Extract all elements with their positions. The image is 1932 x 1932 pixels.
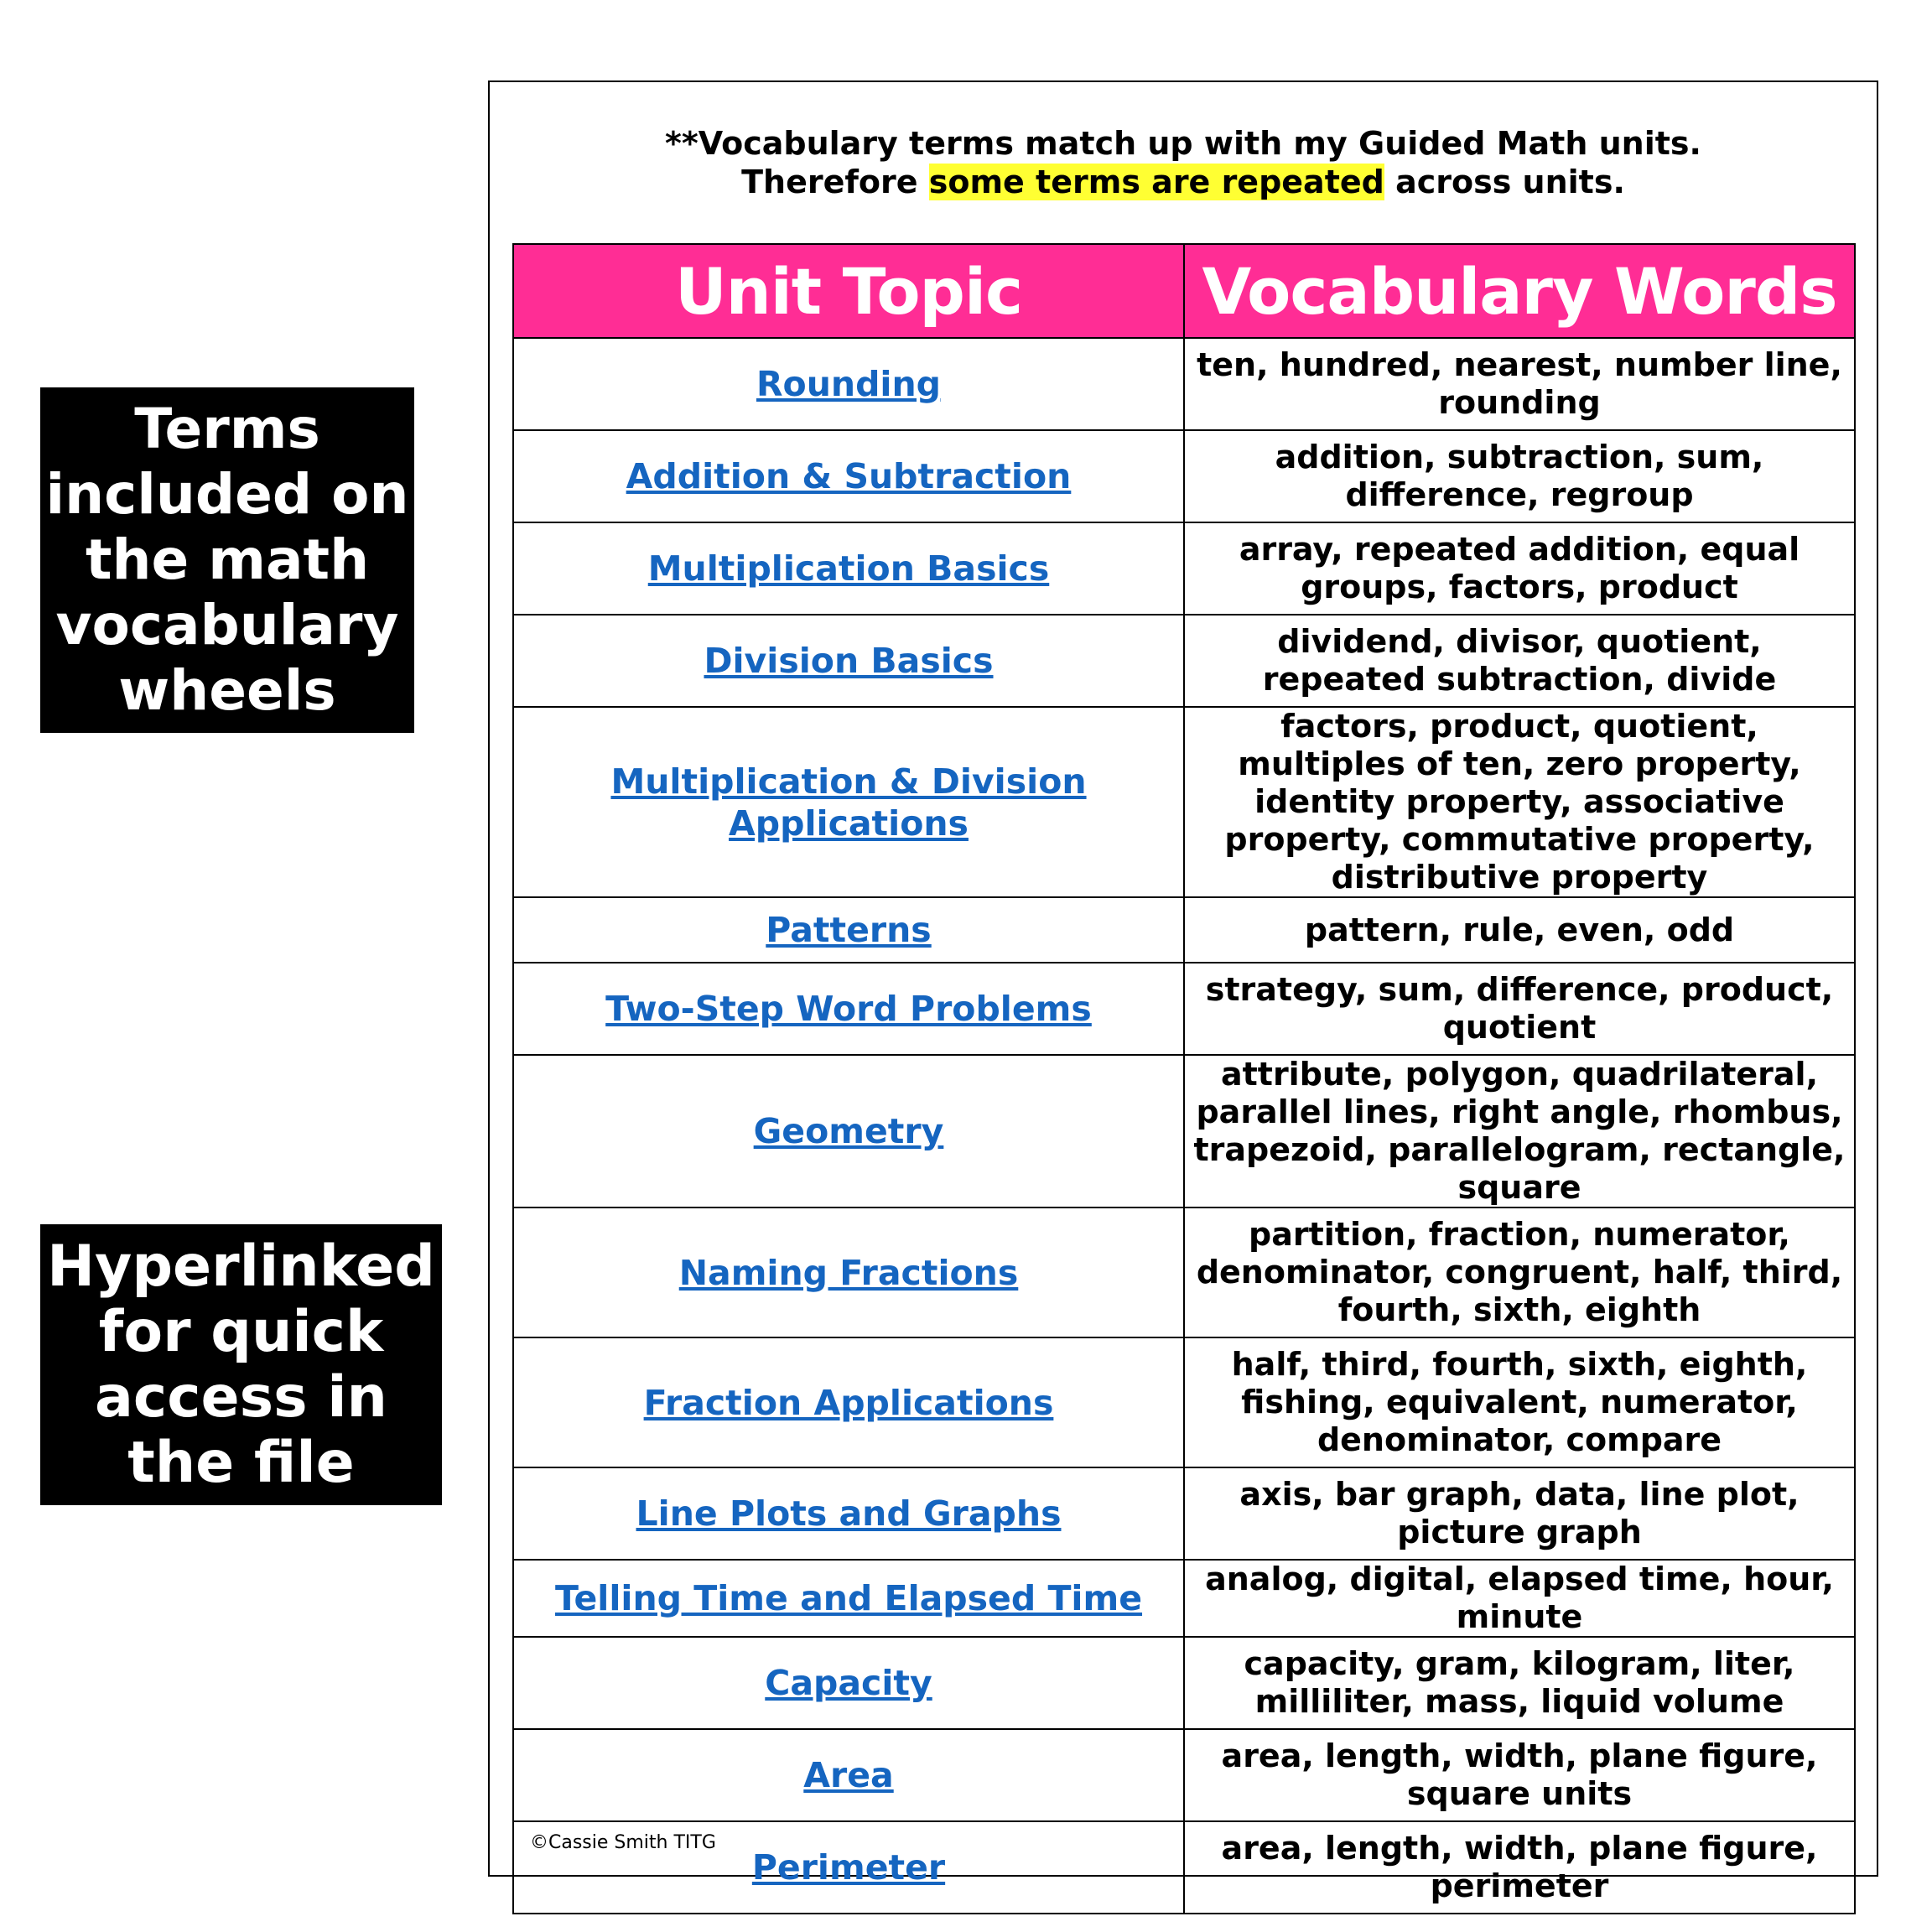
unit-topic-link[interactable]: Rounding (756, 364, 942, 404)
table-row (513, 430, 1855, 522)
unit-topic-link[interactable]: Perimeter (751, 1847, 946, 1888)
unit-topic-link[interactable]: Capacity (765, 1663, 932, 1703)
unit-topic-cell (513, 707, 1184, 897)
table-body (513, 338, 1855, 1914)
note-line-2-after: across units. (1384, 164, 1625, 200)
vocabulary-words-cell: dividend, divisor, quotient, repeated subtraction, divide (1184, 615, 1855, 707)
unit-topic-link[interactable]: Area (803, 1755, 894, 1795)
hyperlinked-label: Hyperlinked for quick access in the file (40, 1224, 442, 1505)
vocabulary-words-cell: pattern, rule, even, odd (1184, 897, 1855, 963)
unit-topic-link[interactable]: Patterns (766, 910, 932, 950)
unit-topic-cell (513, 430, 1184, 522)
table-header-row (513, 244, 1855, 338)
vocabulary-table (512, 243, 1856, 1914)
vocabulary-document (488, 80, 1878, 1904)
unit-topic-link[interactable]: Multiplication Basics (647, 548, 1050, 589)
vocabulary-words-cell: ten, hundred, nearest, number line, rounding (1184, 338, 1855, 430)
vocabulary-words-cell: attribute, polygon, quadrilateral, parallel lines, right angle, rhombus, trapezoid, parallelogram, rectangle, square (1184, 1055, 1855, 1208)
unit-topic-link[interactable]: Two-Step Word Problems (605, 989, 1092, 1029)
unit-topic-link[interactable]: Geometry (753, 1111, 944, 1151)
vocabulary-words-cell: partition, fraction, numerator, denominator, congruent, half, third, fourth, sixth, eighth (1184, 1208, 1855, 1337)
table-row (513, 1055, 1855, 1208)
table-row (513, 1337, 1855, 1467)
unit-topic-cell (513, 1337, 1184, 1467)
vocabulary-words-cell: analog, digital, elapsed time, hour, minute (1184, 1560, 1855, 1637)
unit-topic-cell (513, 338, 1184, 430)
table-row (513, 338, 1855, 430)
note-highlight: some terms are repeated (928, 164, 1384, 200)
table-row (513, 1208, 1855, 1337)
vocabulary-note (490, 124, 1877, 201)
unit-topic-cell (513, 1208, 1184, 1337)
table-row (513, 1637, 1855, 1729)
vocabulary-words-cell: strategy, sum, difference, product, quotient (1184, 963, 1855, 1055)
unit-topic-link[interactable]: Line Plots and Graphs (636, 1493, 1062, 1534)
unit-topic-cell (513, 522, 1184, 615)
unit-topic-link[interactable]: Naming Fractions (678, 1252, 1019, 1293)
vocabulary-words-cell: half, third, fourth, sixth, eighth, fishing, equivalent, numerator, denominator, compare (1184, 1337, 1855, 1467)
table-row (513, 1560, 1855, 1637)
table-row (513, 522, 1855, 615)
note-line-1: **Vocabulary terms match up with my Guided Math units. (665, 125, 1701, 162)
vocabulary-words-cell: addition, subtraction, sum, difference, regroup (1184, 430, 1855, 522)
table-row (513, 707, 1855, 897)
unit-topic-link[interactable]: Telling Time and Elapsed Time (554, 1578, 1143, 1618)
table-row (513, 1467, 1855, 1560)
terms-included-label: Terms included on the math vocabulary wheels (40, 387, 414, 733)
vocabulary-words-cell: factors, product, quotient, multiples of ten, zero property, identity property, associative property, commutative property, distributive property (1184, 707, 1855, 897)
unit-topic-cell (513, 1560, 1184, 1637)
vocabulary-words-cell: capacity, gram, kilogram, liter, milliliter, mass, liquid volume (1184, 1637, 1855, 1729)
table-row (513, 963, 1855, 1055)
unit-topic-cell (513, 1055, 1184, 1208)
unit-topic-link[interactable]: Multiplication & Division Applications (610, 761, 1087, 844)
note-line-2-before: Therefore (741, 164, 929, 200)
copyright-text: ©Cassie Smith TITG (530, 1832, 716, 1853)
unit-topic-cell (513, 1467, 1184, 1560)
unit-topic-cell (513, 963, 1184, 1055)
vocabulary-words-cell: array, repeated addition, equal groups, factors, product (1184, 522, 1855, 615)
vocabulary-words-cell: area, length, width, plane figure, square units (1184, 1729, 1855, 1821)
vocabulary-words-cell: axis, bar graph, data, line plot, picture graph (1184, 1467, 1855, 1560)
table-row (513, 1729, 1855, 1821)
vocabulary-words-cell: area, length, width, plane figure, perimeter (1184, 1821, 1855, 1914)
unit-topic-cell (513, 897, 1184, 963)
header-vocabulary-words: Vocabulary Words (1184, 244, 1855, 338)
table-row (513, 897, 1855, 963)
unit-topic-link[interactable]: Fraction Applications (643, 1382, 1054, 1423)
note-line-2 (490, 163, 1877, 201)
unit-topic-link[interactable]: Addition & Subtraction (626, 456, 1072, 496)
unit-topic-cell (513, 1729, 1184, 1821)
unit-topic-cell (513, 615, 1184, 707)
table-row (513, 615, 1855, 707)
unit-topic-link[interactable]: Division Basics (704, 641, 994, 681)
header-unit-topic: Unit Topic (513, 244, 1184, 338)
unit-topic-cell (513, 1637, 1184, 1729)
